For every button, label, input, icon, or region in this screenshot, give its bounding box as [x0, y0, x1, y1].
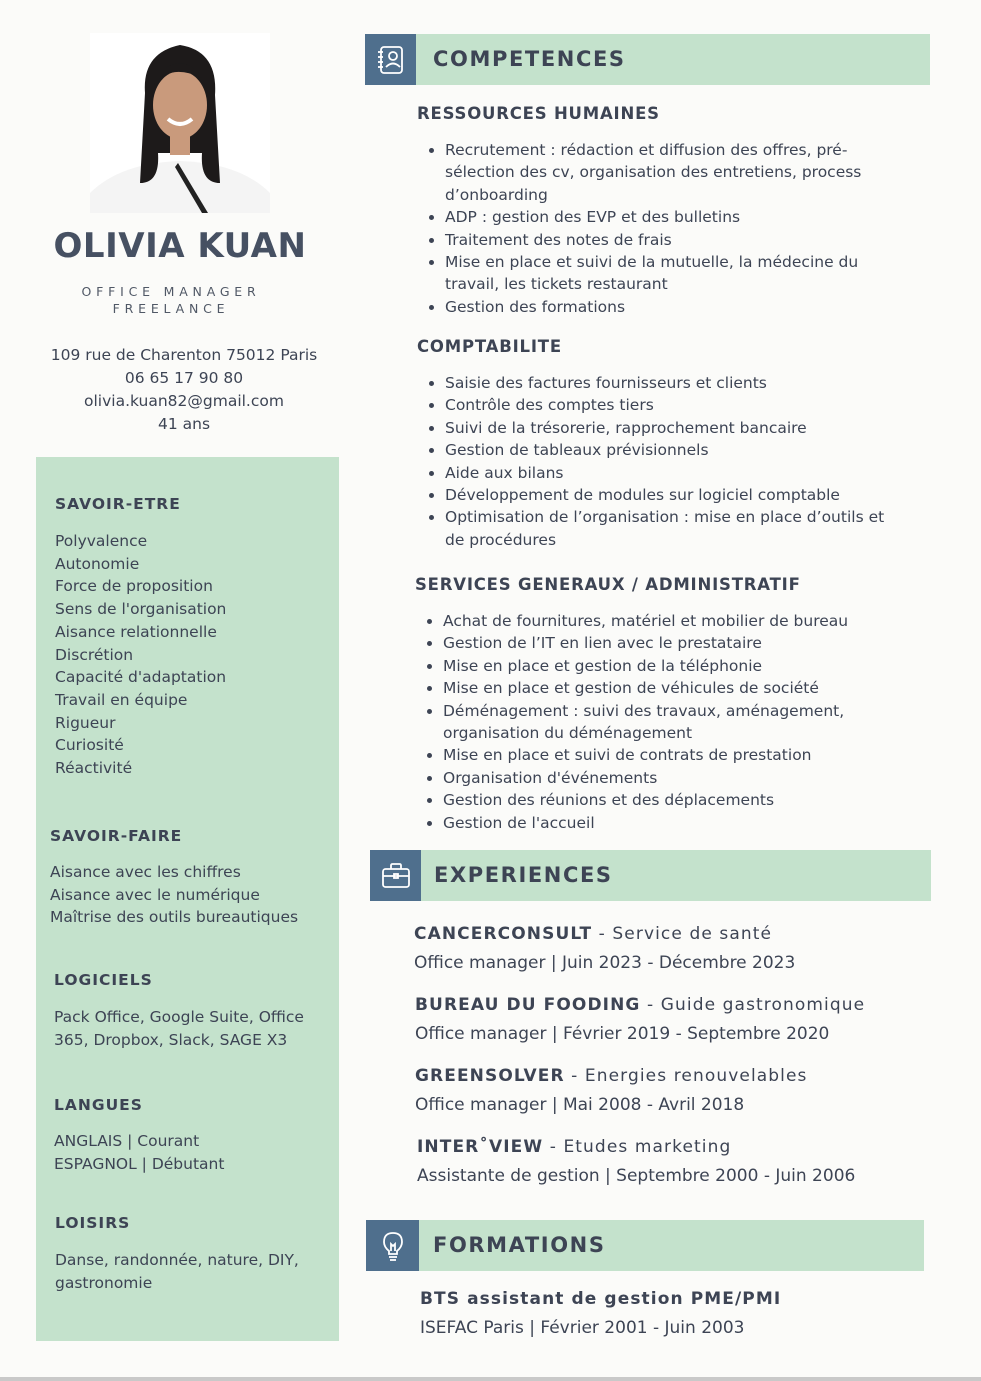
experience-item-1 — [414, 924, 795, 973]
experience-detail: Assistante de gestion | Septembre 2000 - Juin 2006 — [417, 1166, 856, 1186]
list-item: 365, Dropbox, Slack, SAGE X3 — [54, 1030, 288, 1049]
list-item: Curiosité — [55, 736, 124, 755]
experiences-title: EXPERIENCES — [434, 863, 613, 887]
bullet-line: Mise en place et gestion de véhicules de société — [443, 679, 819, 698]
bullet-item — [418, 394, 928, 416]
bullet-item — [418, 139, 918, 206]
formation-item — [420, 1289, 781, 1338]
list-item: Capacité d'adaptation — [55, 668, 227, 687]
experience-title — [415, 995, 865, 1015]
bullet-line: Traitement des notes de frais — [445, 230, 672, 249]
bullet-line: Suivi de la trésorerie, rapprochement bancaire — [445, 418, 807, 437]
email[interactable]: olivia.kuan82@gmail.com — [84, 392, 284, 410]
savoir-etre-heading: SAVOIR-ETRE — [55, 495, 181, 513]
experience-item-2 — [415, 995, 865, 1044]
list-item: Autonomie — [55, 554, 140, 573]
job-title — [40, 283, 302, 317]
bullet-line: Développement de modules sur logiciel comptable — [445, 486, 840, 505]
formation-degree: BTS assistant de gestion PME/PMI — [420, 1289, 782, 1309]
loisirs-list — [55, 1249, 299, 1294]
experience-detail: Office manager | Mai 2008 - Avril 2018 — [415, 1095, 745, 1115]
bullet-line: Gestion de tableaux prévisionnels — [445, 441, 709, 460]
bullet-item — [418, 206, 918, 228]
job-title-line2: FREELANCE — [112, 301, 230, 316]
logiciels-list — [54, 1006, 304, 1051]
rh-heading: RESSOURCES HUMAINES — [417, 104, 660, 123]
experience-company: GREENSOLVER — [415, 1066, 565, 1086]
experience-sector: - Energies renouvelables — [564, 1066, 808, 1086]
bullet-item — [418, 462, 928, 484]
list-item: Aisance avec les chiffres — [50, 863, 241, 881]
bullet-line: organisation du déménagement — [443, 724, 693, 743]
list-item: Sens de l'organisation — [55, 600, 227, 619]
bullet-item — [418, 372, 928, 394]
address: 109 rue de Charenton 75012 Paris — [50, 346, 318, 364]
bullet-line: Gestion de l'accueil — [443, 813, 595, 832]
experience-sector: - Etudes marketing — [543, 1137, 732, 1157]
list-item: Rigueur — [55, 713, 116, 732]
bullet-item — [416, 744, 926, 766]
experience-sector: - Guide gastronomique — [640, 995, 866, 1015]
comptabilite-heading: COMPTABILITE — [417, 337, 562, 356]
list-item: Polyvalence — [55, 532, 148, 550]
bullet-item — [418, 439, 928, 461]
comptabilite-list — [418, 372, 928, 551]
list-item: Danse, randonnée, nature, DIY, — [55, 1251, 299, 1269]
phone: 06 65 17 90 80 — [124, 369, 244, 387]
services-generaux-list — [416, 610, 926, 834]
bullet-item — [416, 812, 926, 834]
bullet-line: Achat de fournitures, matériel et mobilier de bureau — [443, 612, 849, 630]
briefcase-icon — [370, 850, 421, 901]
bullet-item — [418, 229, 918, 251]
bullet-item — [416, 677, 926, 699]
bullet-line: ADP : gestion des EVP et des bulletins — [445, 208, 741, 227]
bullet-line: Mise en place et suivi de la mutuelle, la médecine du — [445, 253, 859, 272]
bullet-line: Organisation d'événements — [443, 768, 658, 787]
list-item: Aisance avec le numérique — [50, 885, 260, 904]
lightbulb-icon — [366, 1220, 419, 1271]
experiences-header — [370, 850, 931, 901]
contact-info — [30, 344, 338, 436]
experience-detail: Office manager | Février 2019 - Septembre 2020 — [415, 1024, 830, 1044]
formations-header — [366, 1220, 924, 1271]
rh-list — [418, 139, 918, 318]
savoir-faire-heading: SAVOIR-FAIRE — [50, 827, 183, 845]
page-bottom-rule — [0, 1377, 981, 1381]
bullet-item — [418, 506, 928, 551]
list-item: Travail en équipe — [55, 690, 188, 709]
experience-item-3 — [415, 1066, 808, 1115]
bullet-line: Gestion des réunions et des déplacements — [443, 791, 775, 810]
list-item: Force de proposition — [55, 577, 213, 596]
experience-sector: - Service de santé — [592, 924, 773, 944]
savoir-faire-list — [50, 861, 298, 929]
formation-detail: ISEFAC Paris | Février 2001 - Juin 2003 — [420, 1318, 745, 1338]
bullet-line: Déménagement : suivi des travaux, aménagement, — [443, 701, 845, 720]
portrait-image — [90, 33, 270, 213]
list-item: Maîtrise des outils bureautiques — [50, 908, 299, 927]
experience-detail: Office manager | Juin 2023 - Décembre 2023 — [414, 953, 796, 973]
services-generaux-heading: SERVICES GENERAUX / ADMINISTRATIF — [415, 575, 801, 594]
loisirs-heading: LOISIRS — [55, 1214, 131, 1232]
notebook-icon — [365, 34, 416, 85]
bullet-line: sélection des cv, organisation des entretiens, process — [445, 163, 862, 182]
competences-header — [365, 34, 930, 85]
list-item: Pack Office, Google Suite, Office — [54, 1008, 304, 1026]
bullet-item — [416, 610, 926, 632]
bullet-item — [416, 632, 926, 654]
bullet-line: Mise en place et suivi de contrats de prestation — [443, 746, 812, 765]
bullet-line: Recrutement : rédaction et diffusion des offres, pré- — [445, 141, 848, 159]
list-item: Aisance relationnelle — [55, 622, 217, 641]
experience-title — [417, 1137, 855, 1157]
logiciels-heading: LOGICIELS — [54, 971, 153, 989]
bullet-line: Aide aux bilans — [445, 463, 564, 482]
bullet-item — [416, 700, 926, 745]
experience-company: CANCERCONSULT — [414, 924, 593, 944]
bullet-line: Gestion des formations — [445, 297, 626, 316]
candidate-name: OLIVIA KUAN — [53, 226, 307, 266]
bullet-line: de procédures — [445, 530, 557, 549]
list-item: gastronomie — [55, 1273, 153, 1292]
bullet-line: Optimisation de l’organisation : mise en place d’outils et — [445, 508, 885, 527]
list-item: ANGLAIS | Courant — [54, 1132, 200, 1150]
list-item: Réactivité — [55, 759, 133, 778]
bullet-item — [418, 251, 918, 296]
experience-title — [415, 1066, 808, 1086]
list-item: Discrétion — [55, 645, 134, 664]
experience-title — [414, 924, 795, 944]
savoir-etre-list — [55, 530, 226, 780]
bullet-line: d’onboarding — [445, 185, 548, 204]
experience-item-4 — [417, 1137, 855, 1186]
bullet-item — [416, 789, 926, 811]
experience-company: BUREAU DU FOODING — [415, 995, 641, 1015]
bullet-item — [418, 417, 928, 439]
bullet-line: Gestion de l’IT en lien avec le prestataire — [443, 634, 762, 653]
competences-title: COMPETENCES — [433, 47, 626, 71]
list-item: ESPAGNOL | Débutant — [54, 1154, 225, 1173]
bullet-item — [416, 655, 926, 677]
bullet-item — [418, 296, 918, 318]
bullet-item — [418, 484, 928, 506]
bullet-line: travail, les tickets restaurant — [445, 275, 668, 294]
formations-title: FORMATIONS — [433, 1233, 606, 1257]
job-title-line1: OFFICE MANAGER — [81, 284, 261, 299]
bullet-line: Contrôle des comptes tiers — [445, 396, 654, 415]
langues-list — [54, 1130, 224, 1175]
profile-photo — [90, 33, 270, 213]
age: 41 ans — [157, 415, 211, 433]
bullet-line: Mise en place et gestion de la téléphonie — [443, 656, 763, 675]
bullet-item — [416, 767, 926, 789]
bullet-line: Saisie des factures fournisseurs et clients — [445, 374, 767, 392]
langues-heading: LANGUES — [54, 1096, 143, 1114]
experience-company: INTER˚VIEW — [417, 1137, 544, 1157]
